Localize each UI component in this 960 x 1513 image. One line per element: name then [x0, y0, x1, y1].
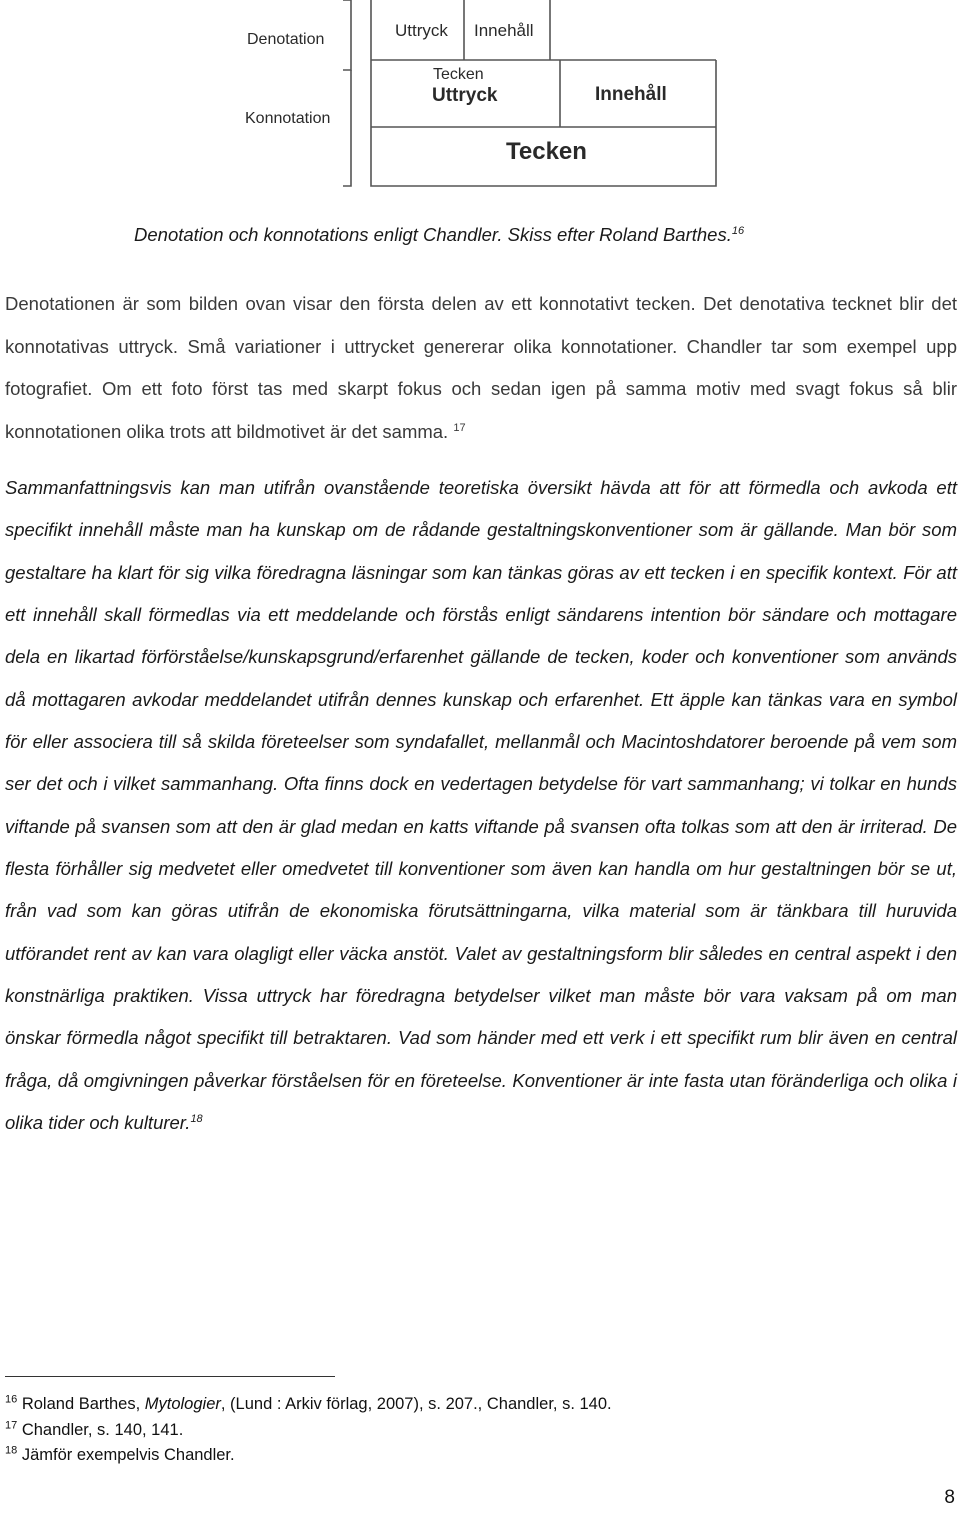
footnote-number: 17 [5, 1419, 18, 1431]
footnote-title: Mytologier [144, 1395, 221, 1413]
paragraph1-text: Denotationen är som bilden ovan visar den första delen av ett konnotativt tecken. Det denotativa tecknet blir det konnotativas uttryck. Små variationer i uttrycket genererar olika konnotationer. Chandler tar som exempel upp fotografiet. Om ett foto först tas med skarpt fokus och sedan igen på samma motiv med svagt fokus så blir konnotationen olika trots att bildmotivet är det samma. [5, 293, 957, 442]
footnote-number: 16 [5, 1393, 18, 1406]
top-uttryck: Uttryck [395, 21, 448, 40]
footnote-18 [5, 1443, 905, 1469]
paragraph-denotation [5, 283, 957, 453]
footnote-17 [5, 1418, 905, 1444]
paragraph-summary [5, 467, 957, 1145]
top-innehall: Innehåll [474, 21, 534, 40]
page-number: 8 [944, 1487, 955, 1508]
paragraph2-text: Sammanfattningsvis kan man utifrån ovanstående teoretiska översikt hävda att för att förmedla och avkoda ett specifikt innehåll måste man ha kunskap om de rådande gestaltningskonventioner som är gällande. Man bör som gestaltare ha klart för sig vilka föredragna läsningar som kan tänkas göras av ett tecken i en specifik kontext. För att ett innehåll skall förmedlas via ett meddelande och förstås enligt sändarens intention bör sändare och mottagare dela en likartad förförståelse/kunskapsgrund/erfarenhet gällande de tecken, koder och konventioner som används då mottagaren avkodar meddelandet utifrån dennes kunskap och erfarenhet. Ett äpple kan tänkas vara en symbol för eller associera till så skilda företeelser som syndafallet, mellanmål och Macintoshdatorer beroende på vem som ser det och i vilket sammanhang. Ofta finns dock en vedertagen betydelse för vart sammanhang; vi tolkar en hunds viftande på svansen som att den är glad medan en katts viftande på svansen ofta tolkas som att den är irriterad. De flesta förhåller sig medvetet eller omedvetet till konventioner som även kan handla om hur gestaltningen bör se ut, från vad som kan göras utifrån de ekonomiska förutsättningarna, vilka material som är tänkbara till huruvida utförandet rent av kan vara olagligt eller väcka anstöt. Valet av gestaltningsform blir således en central aspekt i den konstnärliga praktiken. Vissa uttryck har föredragna betydelser vilket man måste bör vara vaksam på om man önskar förmedla något specifikt till betraktaren. Vad som händer med ett verk i ett specifikt rum blir även en central fråga, då omgivningen påverkar förståelsen för en företeelse. Konventioner är inte fasta utan föränderliga och olika i olika tider och kulturer. [5, 477, 957, 1134]
caption-footnote-ref[interactable]: 16 [731, 224, 745, 237]
paragraph1-footnote-ref[interactable]: 17 [453, 421, 466, 434]
bottom-tecken: Tecken [506, 138, 587, 165]
footnote-text: Chandler, s. 140, 141. [21, 1420, 184, 1439]
footnote-text: Roland Barthes, [21, 1395, 145, 1413]
caption-text: Denotation och konnotations enligt Chandler. Skiss efter Roland Barthes. [134, 224, 732, 245]
denotation-bracket [343, 0, 351, 70]
mid-innehall: Innehåll [595, 84, 667, 105]
footnote-text: Jämför exempelvis Chandler. [21, 1446, 235, 1464]
label-denotation: Denotation [247, 31, 325, 48]
denotation-connotation-diagram [0, 0, 960, 200]
figure-caption [134, 224, 744, 246]
footnote-number: 18 [5, 1444, 18, 1457]
label-konnotation: Konnotation [245, 110, 331, 127]
mid-tecken: Tecken [433, 66, 484, 83]
footnote-separator [5, 1376, 335, 1377]
footnote-16 [5, 1392, 905, 1418]
footnotes [5, 1392, 905, 1469]
footnote-text: , (Lund : Arkiv förlag, 2007), s. 207., Chandler, s. 140. [220, 1395, 612, 1413]
mid-uttryck: Uttryck [432, 85, 498, 106]
konnotation-bracket [343, 70, 351, 186]
paragraph2-footnote-ref[interactable]: 18 [190, 1113, 203, 1125]
